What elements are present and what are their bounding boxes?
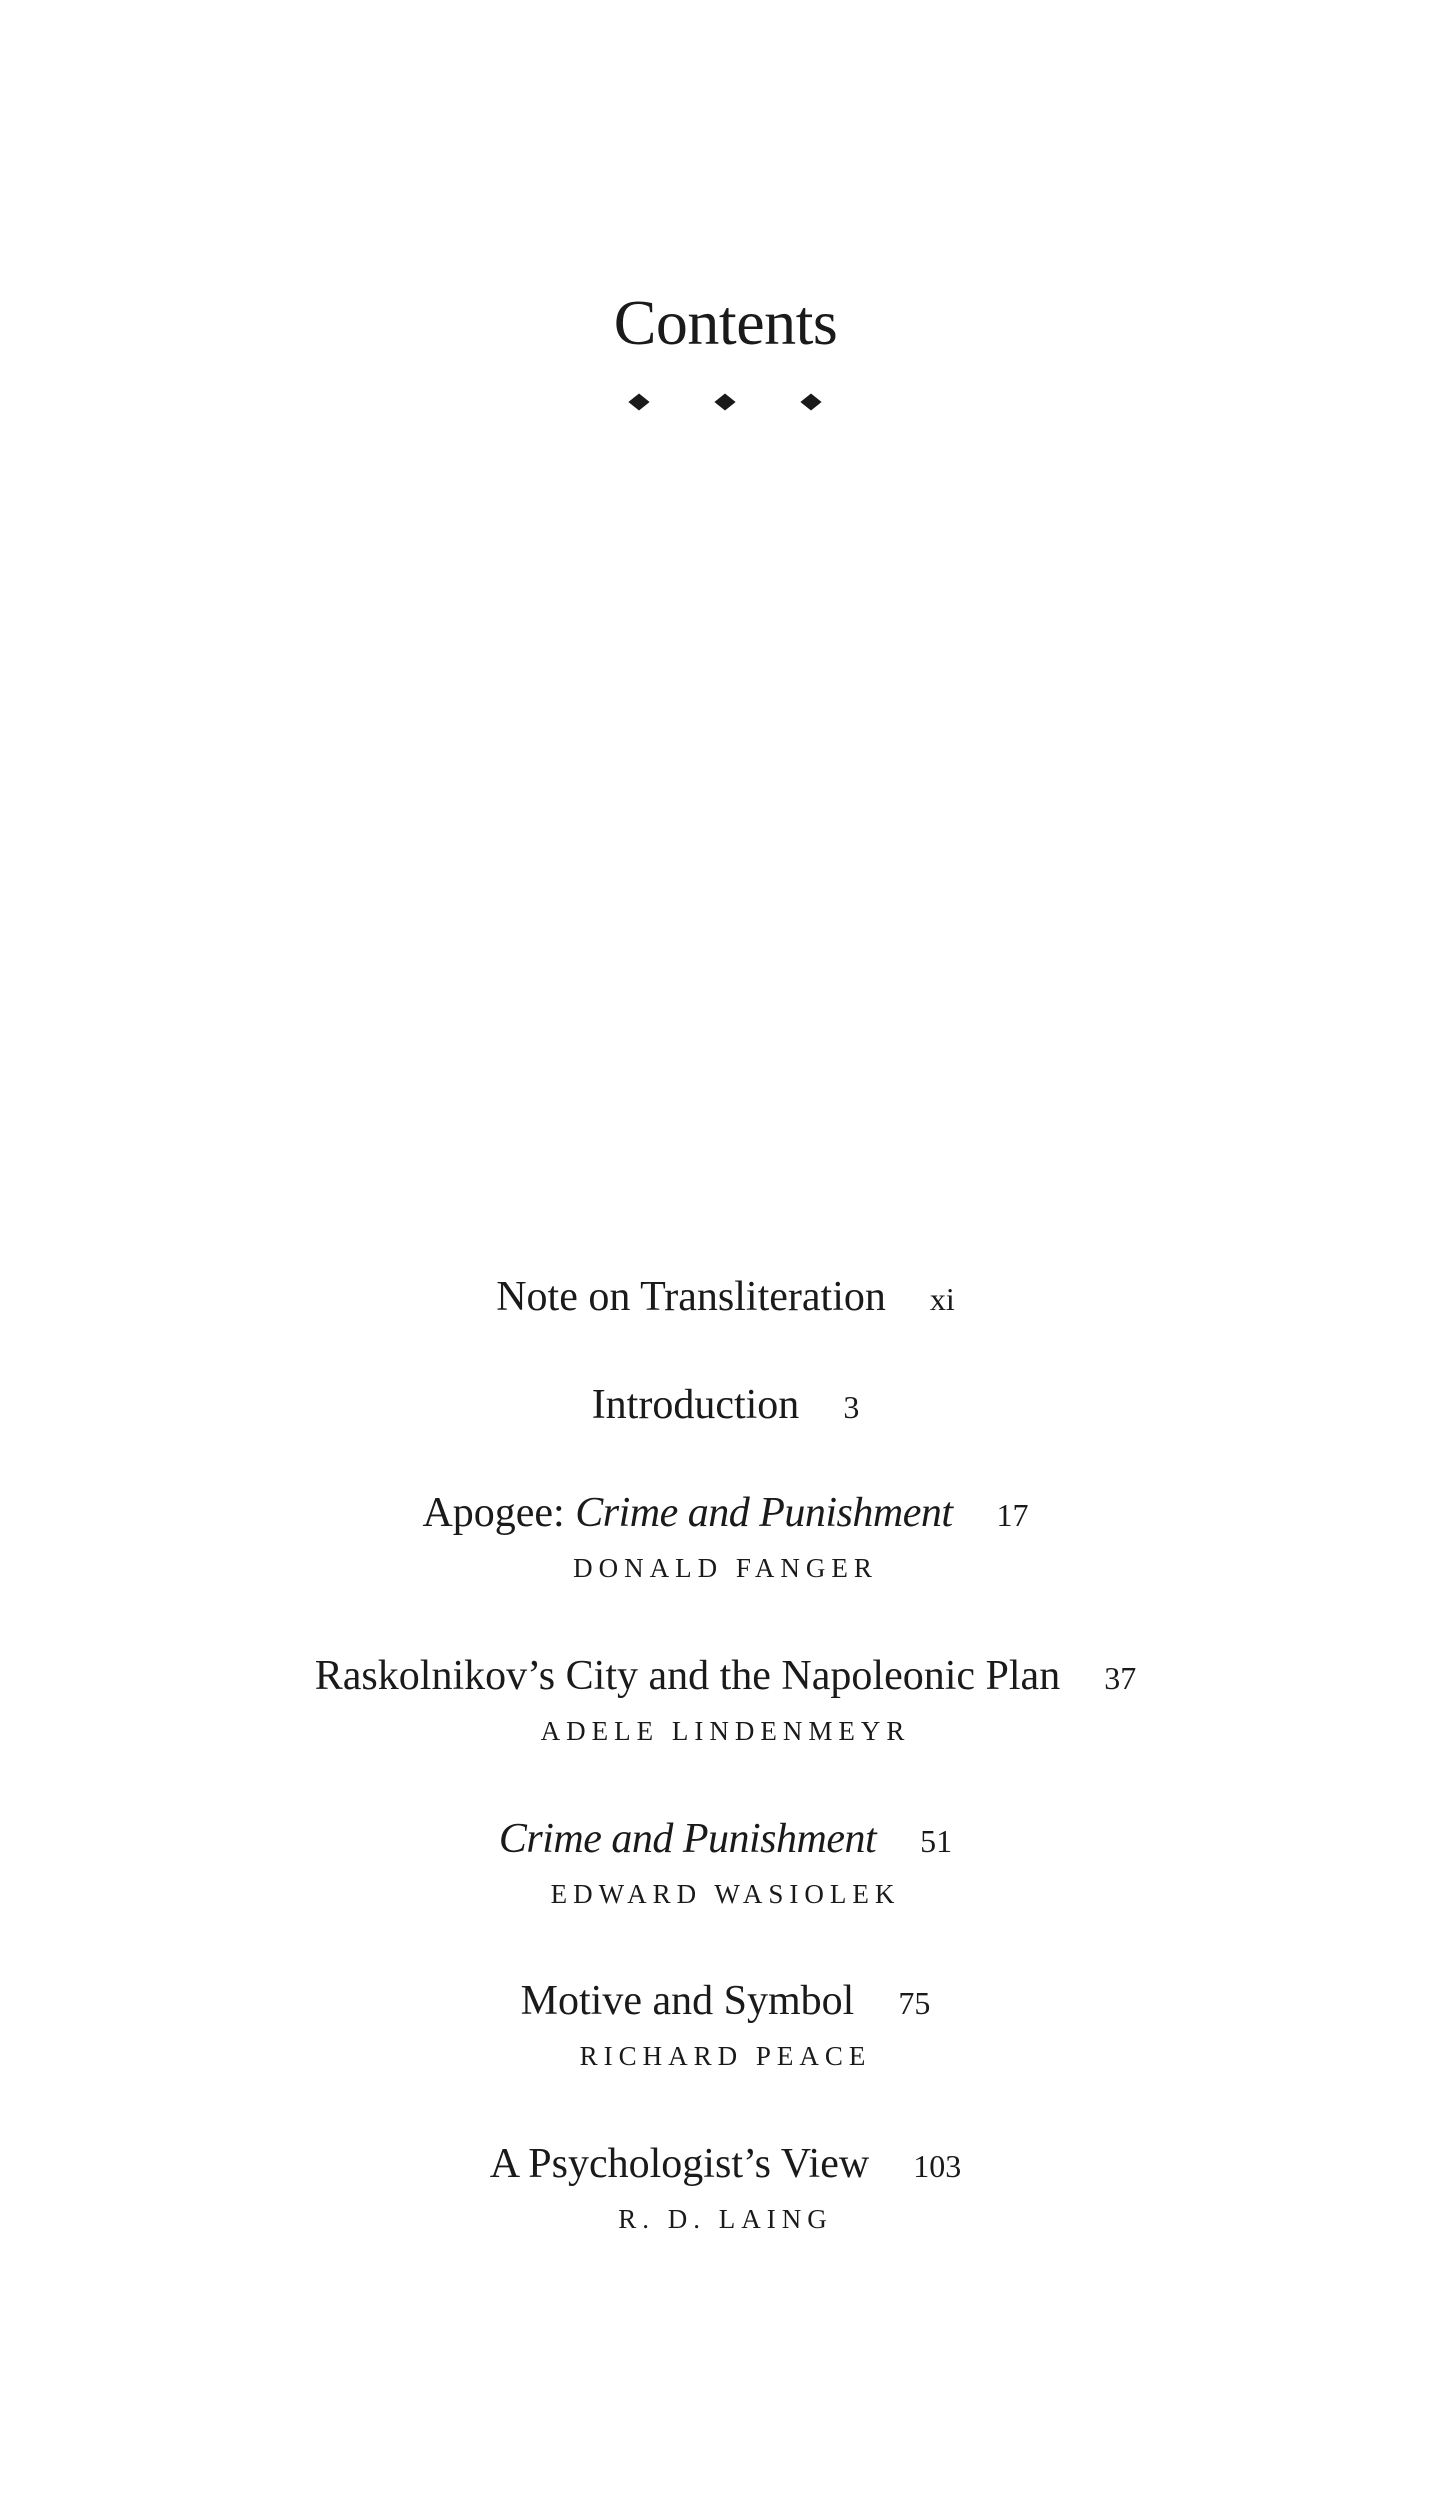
toc-entry-page: xi — [929, 1281, 955, 1317]
toc-entry-author: R. D. LAING — [618, 2204, 833, 2234]
toc-entry-author: DONALD FANGER — [573, 1553, 878, 1583]
toc-entry-page: 3 — [843, 1389, 860, 1425]
toc-entry-author: RICHARD PEACE — [579, 2041, 872, 2071]
toc-entry-page: 17 — [996, 1497, 1029, 1533]
toc-entry-title: Introduction — [591, 1382, 800, 1428]
toc-entry[interactable] — [0, 1812, 1451, 1912]
toc-entry-author: EDWARD WASIOLEK — [550, 1879, 901, 1909]
toc-entry[interactable] — [0, 1270, 1451, 1326]
toc-entry[interactable] — [0, 1486, 1451, 1586]
page-title: Contents — [613, 287, 838, 358]
toc-entry-title: Note on Transliteration — [496, 1274, 886, 1320]
toc-entry[interactable] — [0, 1378, 1451, 1434]
toc-entry-page: 75 — [898, 1985, 931, 2021]
toc-entry-title: A Psychologist’s View — [489, 2141, 870, 2187]
toc-entry-title: Crime and Punishment — [498, 1816, 877, 1862]
diamond-ornament-divider — [0, 396, 1451, 426]
toc-entry-title: Raskolnikov’s City and the Napoleonic Plan — [314, 1653, 1061, 1699]
toc-entry-title: Apogee: Crime and Punishment — [422, 1490, 953, 1536]
toc-entry[interactable] — [0, 1974, 1451, 2074]
diamond-ornament-icon — [803, 396, 821, 410]
toc-entry[interactable] — [0, 2137, 1451, 2237]
toc-entry-page: 37 — [1104, 1660, 1137, 1696]
diamond-ornament-icon — [717, 396, 735, 410]
toc-entry[interactable] — [0, 1649, 1451, 1749]
diamond-ornament-icon — [631, 396, 649, 410]
toc-entry-title: Motive and Symbol — [520, 1978, 855, 2024]
toc-entry-author: ADELE LINDENMEYR — [540, 1716, 911, 1746]
toc-entry-page: 51 — [920, 1823, 953, 1859]
toc-entry-page: 103 — [913, 2148, 962, 2184]
